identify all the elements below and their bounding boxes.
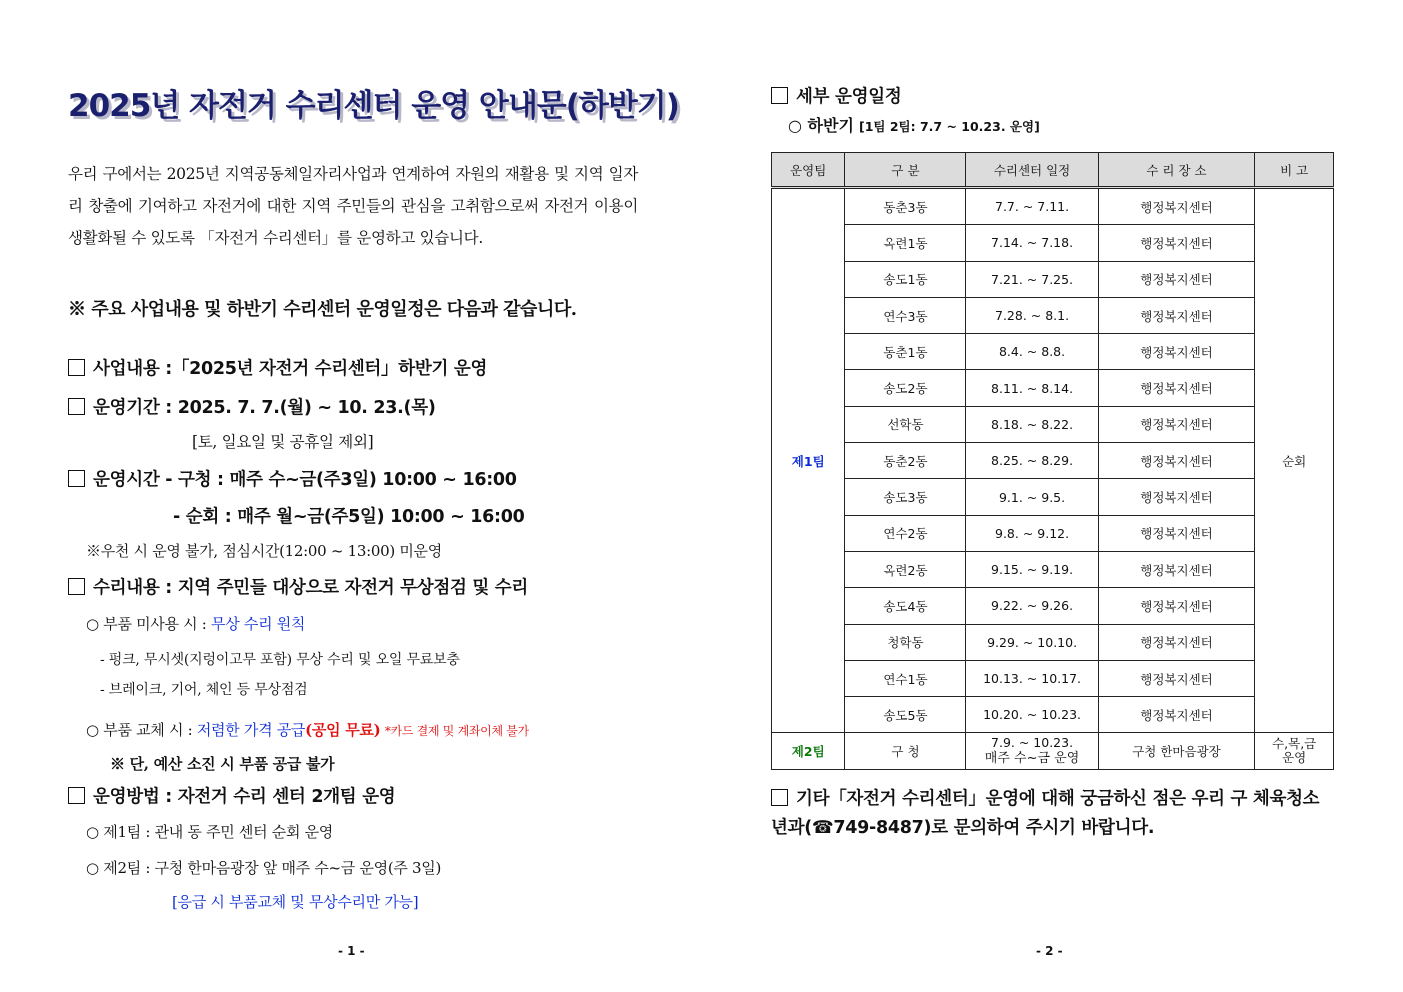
table-row (772, 370, 1334, 406)
parts-replace-free: (공임 무료) (305, 721, 381, 739)
table-row (772, 479, 1334, 515)
table-row (772, 261, 1334, 297)
team2-date-cell (966, 733, 1098, 769)
parts-replace-label: ○ 부품 교체 시 : (86, 721, 193, 739)
place-cell: 행정복지센터 (1098, 624, 1255, 660)
area-cell: 선학동 (845, 406, 966, 442)
budget-note: ※ 단, 예산 소진 시 부품 공급 불가 (110, 755, 335, 773)
area-cell: 연수3동 (845, 297, 966, 333)
hours-text-2: - 순회 : 매주 월~금(주5일) 10:00 ~ 16:00 (173, 507, 525, 527)
business-text: 사업내용 :「2025년 자전거 수리센터」하반기 운영 (93, 359, 488, 379)
place-cell: 행정복지센터 (1098, 697, 1255, 733)
repair-section (68, 574, 528, 599)
header-date: 수리센터 일정 (966, 153, 1098, 188)
area-cell: 청학동 (845, 624, 966, 660)
checkbox-icon (68, 578, 85, 595)
place-cell: 행정복지센터 (1098, 225, 1255, 261)
date-cell: 7.21. ~ 7.25. (966, 261, 1098, 297)
checkbox-icon (68, 787, 85, 804)
team1-desc: ○ 제1팀 : 관내 동 주민 센터 순회 운영 (86, 823, 334, 841)
method-text: 운영방법 : 자전거 수리 센터 2개팀 운영 (93, 787, 396, 807)
date-cell: 7.28. ~ 8.1. (966, 297, 1098, 333)
team2-date-line-1: 7.9. ~ 10.23. (991, 735, 1074, 751)
checkbox-icon (771, 789, 788, 806)
table-row (772, 588, 1334, 624)
team2-place-cell: 구청 한마음광장 (1098, 733, 1255, 769)
date-cell: 7.7. ~ 7.11. (966, 188, 1098, 225)
half-year-line (788, 113, 1040, 136)
parts-none-detail-2: - 브레이크, 기어, 체인 등 무상점검 (100, 682, 308, 698)
checkbox-icon (68, 398, 85, 415)
checkbox-icon (771, 87, 788, 104)
period-text: 운영기간 : 2025. 7. 7.(월) ~ 10. 23.(목) (93, 398, 436, 418)
header-area: 구 분 (845, 153, 966, 188)
parts-none-line (86, 613, 305, 634)
team1-cell: 제1팀 (772, 188, 845, 733)
parts-replace-value: 저렴한 가격 공급 (196, 721, 306, 739)
date-cell: 8.25. ~ 8.29. (966, 443, 1098, 479)
table-row (772, 660, 1334, 696)
area-cell: 송도5동 (845, 697, 966, 733)
place-cell: 행정복지센터 (1098, 297, 1255, 333)
date-cell: 8.4. ~ 8.8. (966, 334, 1098, 370)
page-number-1: - 1 - (338, 944, 365, 958)
page-number-2: - 2 - (1036, 944, 1063, 958)
date-cell: 9.8. ~ 9.12. (966, 515, 1098, 551)
table-row (772, 334, 1334, 370)
half-range: [1팀 2팀: 7.7 ~ 10.23. 운영] (859, 119, 1040, 134)
area-cell: 송도3동 (845, 479, 966, 515)
place-cell: 행정복지센터 (1098, 551, 1255, 587)
table-row (772, 225, 1334, 261)
table-row (772, 515, 1334, 551)
place-cell: 행정복지센터 (1098, 443, 1255, 479)
date-cell: 10.20. ~ 10.23. (966, 697, 1098, 733)
area-cell: 동춘3동 (845, 188, 966, 225)
date-cell: 9.15. ~ 9.19. (966, 551, 1098, 587)
contact-text: 기타「자전거 수리센터」운영에 대해 궁금하신 점은 우리 구 체육청소년과(☎749-8487)로 문의하여 주시기 바랍니다. (771, 789, 1320, 838)
hours-section (68, 466, 517, 491)
area-cell: 옥련1동 (845, 225, 966, 261)
page-title: 2025년 자전거 수리센터 운영 안내문(하반기) (68, 88, 679, 124)
parts-none-label: ○ 부품 미사용 시 : (86, 615, 207, 633)
parts-none-value: 무상 수리 원칙 (211, 615, 306, 633)
contact-section (771, 785, 1331, 843)
intro-paragraph: 우리 구에서는 2025년 지역공동체일자리사업과 연계하여 자원의 재활용 및 지역 일자리 창출에 기여하고 자전거에 대한 지역 주민들의 관심을 고취함으로써 자전거 이용이 생활화될 수 있도록 「자전거 수리센터」를 운영하고 있습니다. (68, 165, 638, 247)
team2-row (772, 733, 1334, 769)
team2-area-cell: 구 청 (845, 733, 966, 769)
area-cell: 옥련2동 (845, 551, 966, 587)
place-cell: 행정복지센터 (1098, 261, 1255, 297)
parts-none-detail-1: - 펑크, 무시셋(지렁이고무 포함) 무상 수리 및 오일 무료보충 (100, 652, 460, 668)
table-header-row (772, 153, 1334, 188)
team2-cell: 제2팀 (772, 733, 845, 769)
team2-desc: ○ 제2팀 : 구청 한마음광장 앞 매주 수~금 운영(주 3일) (86, 859, 442, 877)
notice-line: ※ 주요 사업내용 및 하반기 수리센터 운영일정은 다음과 같습니다. (68, 299, 577, 320)
parts-replace-note: *카드 결제 및 계좌이체 불가 (384, 724, 529, 738)
area-cell: 송도4동 (845, 588, 966, 624)
team1-note-cell: 순회 (1255, 188, 1334, 733)
table-row (772, 188, 1334, 225)
place-cell: 행정복지센터 (1098, 370, 1255, 406)
table-row (772, 697, 1334, 733)
business-section (68, 355, 487, 380)
date-cell: 9.29. ~ 10.10. (966, 624, 1098, 660)
place-cell: 행정복지센터 (1098, 188, 1255, 225)
team2-date-line-2: 매주 수~금 운영 (984, 751, 1080, 767)
place-cell: 행정복지센터 (1098, 334, 1255, 370)
area-cell: 송도1동 (845, 261, 966, 297)
half-label: ○ 하반기 (788, 116, 854, 135)
area-cell: 송도2동 (845, 370, 966, 406)
table-row (772, 551, 1334, 587)
header-note: 비 고 (1255, 153, 1334, 188)
area-cell: 동춘1동 (845, 334, 966, 370)
table-row (772, 443, 1334, 479)
hours-note: ※우천 시 운영 불가, 점심시간(12:00 ~ 13:00) 미운영 (86, 542, 442, 560)
area-cell: 연수2동 (845, 515, 966, 551)
period-section (68, 394, 436, 419)
date-cell: 8.11. ~ 8.14. (966, 370, 1098, 406)
table-row (772, 297, 1334, 333)
schedule-table (771, 152, 1334, 770)
place-cell: 행정복지센터 (1098, 660, 1255, 696)
area-cell: 동춘2동 (845, 443, 966, 479)
team2-note: [응급 시 부품교체 및 무상수리만 가능] (172, 893, 419, 911)
place-cell: 행정복지센터 (1098, 406, 1255, 442)
date-cell: 10.13. ~ 10.17. (966, 660, 1098, 696)
date-cell: 9.22. ~ 9.26. (966, 588, 1098, 624)
schedule-heading (771, 83, 901, 108)
table-row (772, 406, 1334, 442)
hours-text-1: 운영시간 - 구청 : 매주 수~금(주3일) 10:00 ~ 16:00 (93, 470, 517, 490)
date-cell: 7.14. ~ 7.18. (966, 225, 1098, 261)
place-cell: 행정복지센터 (1098, 588, 1255, 624)
parts-replace-line (86, 719, 529, 740)
header-team: 운영팀 (772, 153, 845, 188)
table-row (772, 624, 1334, 660)
checkbox-icon (68, 359, 85, 376)
method-section (68, 783, 395, 808)
date-cell: 9.1. ~ 9.5. (966, 479, 1098, 515)
schedule-heading-text: 세부 운영일정 (796, 87, 902, 107)
repair-text: 수리내용 : 지역 주민들 대상으로 자전거 무상점검 및 수리 (93, 578, 528, 598)
area-cell: 연수1동 (845, 660, 966, 696)
header-place: 수 리 장 소 (1098, 153, 1255, 188)
place-cell: 행정복지센터 (1098, 479, 1255, 515)
period-note: [토, 일요일 및 공휴일 제외] (192, 433, 374, 451)
checkbox-icon (68, 470, 85, 487)
team2-note-cell: 수,목,금 운영 (1255, 733, 1334, 769)
date-cell: 8.18. ~ 8.22. (966, 406, 1098, 442)
place-cell: 행정복지센터 (1098, 515, 1255, 551)
